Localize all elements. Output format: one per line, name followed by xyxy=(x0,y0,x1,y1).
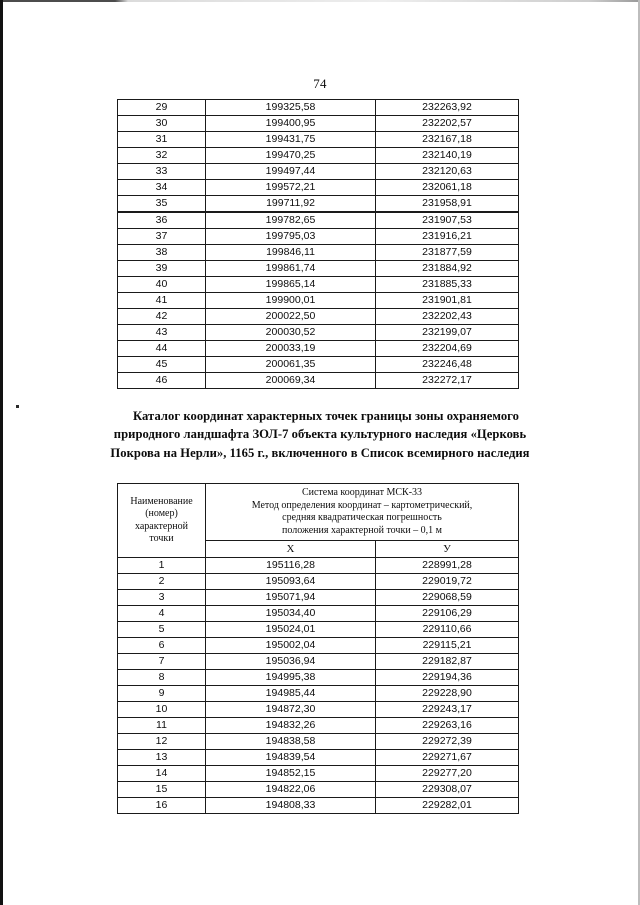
table-header-row xyxy=(118,484,519,541)
header-coord-line-3: средняя квадратическая погрешность xyxy=(282,512,442,524)
coordinate-y: 229182,87 xyxy=(376,654,519,670)
point-number: 38 xyxy=(118,245,206,261)
coordinate-y: 229110,66 xyxy=(376,622,519,638)
coordinate-y: 232120,63 xyxy=(376,164,519,180)
coordinate-y: 232202,43 xyxy=(376,309,519,325)
coordinate-y: 228991,28 xyxy=(376,558,519,574)
header-coord-line-2: Метод определения координат – картометрический, xyxy=(251,499,473,511)
coordinate-y: 229271,67 xyxy=(376,750,519,766)
coordinate-y: 231885,33 xyxy=(376,277,519,293)
point-number: 33 xyxy=(118,164,206,180)
coordinate-x: 194838,58 xyxy=(206,734,376,750)
table-row xyxy=(118,116,519,132)
table-row xyxy=(118,245,519,261)
coordinate-x: 200061,35 xyxy=(206,357,376,373)
table-body xyxy=(118,100,519,212)
coordinate-x: 194872,30 xyxy=(206,702,376,718)
table-row xyxy=(118,782,519,798)
point-number: 29 xyxy=(118,100,206,116)
page-number: 74 xyxy=(313,76,327,91)
coordinate-y: 229243,17 xyxy=(376,702,519,718)
header-coord-line-1: Система координат МСК-33 xyxy=(301,487,423,498)
table-row xyxy=(118,196,519,212)
point-number: 44 xyxy=(118,341,206,357)
coordinate-x: 195116,28 xyxy=(206,558,376,574)
point-number: 41 xyxy=(118,293,206,309)
coordinate-x: 195093,64 xyxy=(206,574,376,590)
coordinate-x: 199400,95 xyxy=(206,116,376,132)
point-number: 10 xyxy=(118,702,206,718)
table-row xyxy=(118,373,519,389)
coordinate-table-block-1 xyxy=(117,99,519,212)
coordinate-y: 232199,07 xyxy=(376,325,519,341)
table-row xyxy=(118,309,519,325)
coordinate-x: 199470,25 xyxy=(206,148,376,164)
table-row xyxy=(118,341,519,357)
coordinate-y: 229282,01 xyxy=(376,798,519,814)
coordinate-x: 200069,34 xyxy=(206,373,376,389)
table-row xyxy=(118,590,519,606)
header-point-line-2: (номер) xyxy=(145,508,178,520)
point-number: 6 xyxy=(118,638,206,654)
point-number: 14 xyxy=(118,766,206,782)
coordinate-y: 232263,92 xyxy=(376,100,519,116)
coordinate-x: 200030,52 xyxy=(206,325,376,341)
coordinate-x: 199795,03 xyxy=(206,229,376,245)
point-number: 11 xyxy=(118,718,206,734)
point-number: 5 xyxy=(118,622,206,638)
point-number: 30 xyxy=(118,116,206,132)
point-number: 12 xyxy=(118,734,206,750)
point-number: 37 xyxy=(118,229,206,245)
table-body xyxy=(118,213,519,389)
scan-edge-top xyxy=(0,0,640,2)
coordinate-x: 194839,54 xyxy=(206,750,376,766)
coordinate-y: 232246,48 xyxy=(376,357,519,373)
table-row xyxy=(118,293,519,309)
coordinate-y: 229115,21 xyxy=(376,638,519,654)
table-row xyxy=(118,766,519,782)
header-point-line-3: характерной xyxy=(135,520,188,532)
header-point-name xyxy=(118,484,206,558)
coordinate-x: 195034,40 xyxy=(206,606,376,622)
coordinate-x: 200033,19 xyxy=(206,341,376,357)
point-number: 1 xyxy=(118,558,206,574)
coordinate-y: 229272,39 xyxy=(376,734,519,750)
coordinate-x: 195002,04 xyxy=(206,638,376,654)
coordinate-x: 199431,75 xyxy=(206,132,376,148)
coordinate-y: 232204,69 xyxy=(376,341,519,357)
coordinate-x: 194822,06 xyxy=(206,782,376,798)
table-row xyxy=(118,750,519,766)
point-number: 9 xyxy=(118,686,206,702)
coordinate-x: 195024,01 xyxy=(206,622,376,638)
point-number: 34 xyxy=(118,180,206,196)
table-row xyxy=(118,638,519,654)
heading-line-1: Каталог координат характерных точек границы зоны охраняемого xyxy=(133,409,519,423)
point-number: 43 xyxy=(118,325,206,341)
header-coord-line-4: положения характерной точки – 0,1 м xyxy=(281,524,442,536)
coordinate-x: 199497,44 xyxy=(206,164,376,180)
coordinate-x: 199900,01 xyxy=(206,293,376,309)
coordinate-y: 232167,18 xyxy=(376,132,519,148)
table-row xyxy=(118,148,519,164)
coordinate-y: 229277,20 xyxy=(376,766,519,782)
coordinate-y: 231907,53 xyxy=(376,213,519,229)
table-row xyxy=(118,180,519,196)
table-body xyxy=(118,558,519,814)
scan-edge-left xyxy=(0,0,3,905)
coordinate-y: 229106,29 xyxy=(376,606,519,622)
heading-line-2: природного ландшафта ЗОЛ-7 объекта культурного наследия «Церковь xyxy=(113,427,527,442)
coordinate-y: 232202,57 xyxy=(376,116,519,132)
coordinate-y: 231877,59 xyxy=(376,245,519,261)
coordinate-y: 231901,81 xyxy=(376,293,519,309)
coordinate-x: 199782,65 xyxy=(206,213,376,229)
table-row xyxy=(118,100,519,116)
coordinate-x: 194808,33 xyxy=(206,798,376,814)
header-point-line-4: точки xyxy=(149,533,174,545)
coordinate-x: 194995,38 xyxy=(206,670,376,686)
coordinate-y: 231884,92 xyxy=(376,261,519,277)
table-row xyxy=(118,229,519,245)
header-y-column: У xyxy=(376,541,519,558)
coordinate-y: 229228,90 xyxy=(376,686,519,702)
point-number: 36 xyxy=(118,213,206,229)
point-number: 7 xyxy=(118,654,206,670)
table-row xyxy=(118,670,519,686)
coordinate-x: 194985,44 xyxy=(206,686,376,702)
table-row xyxy=(118,654,519,670)
point-number: 31 xyxy=(118,132,206,148)
point-number: 40 xyxy=(118,277,206,293)
table-row xyxy=(118,574,519,590)
table-row xyxy=(118,357,519,373)
point-number: 45 xyxy=(118,357,206,373)
coordinate-x: 199865,14 xyxy=(206,277,376,293)
header-point-line-1: Наименование xyxy=(130,495,193,507)
coordinate-y: 232272,17 xyxy=(376,373,519,389)
point-number: 2 xyxy=(118,574,206,590)
table-row xyxy=(118,132,519,148)
coordinate-x: 194832,26 xyxy=(206,718,376,734)
point-number: 13 xyxy=(118,750,206,766)
coordinate-x: 200022,50 xyxy=(206,309,376,325)
coordinate-y: 229263,16 xyxy=(376,718,519,734)
point-number: 35 xyxy=(118,196,206,212)
coordinate-y: 229019,72 xyxy=(376,574,519,590)
table-row xyxy=(118,558,519,574)
coordinate-x: 199572,21 xyxy=(206,180,376,196)
point-number: 16 xyxy=(118,798,206,814)
coordinate-y: 229308,07 xyxy=(376,782,519,798)
table-head xyxy=(118,484,519,558)
table-row xyxy=(118,261,519,277)
table-row xyxy=(118,622,519,638)
coordinate-x: 199861,74 xyxy=(206,261,376,277)
table-row xyxy=(118,277,519,293)
point-number: 42 xyxy=(118,309,206,325)
table-row xyxy=(118,702,519,718)
table-row xyxy=(118,686,519,702)
coordinate-y: 229194,36 xyxy=(376,670,519,686)
catalog-heading xyxy=(70,407,570,462)
point-number: 46 xyxy=(118,373,206,389)
coordinate-x: 194852,15 xyxy=(206,766,376,782)
scan-speck xyxy=(16,405,19,408)
table-row xyxy=(118,213,519,229)
table-row xyxy=(118,325,519,341)
point-number: 15 xyxy=(118,782,206,798)
coordinate-y: 232140,19 xyxy=(376,148,519,164)
coordinate-table-block-2 xyxy=(117,212,519,389)
coordinate-y: 229068,59 xyxy=(376,590,519,606)
coordinate-y: 232061,18 xyxy=(376,180,519,196)
coordinate-x: 199846,11 xyxy=(206,245,376,261)
header-coordinate-system xyxy=(206,484,519,541)
point-number: 32 xyxy=(118,148,206,164)
coordinate-x: 199325,58 xyxy=(206,100,376,116)
coordinate-y: 231916,21 xyxy=(376,229,519,245)
coordinate-x: 199711,92 xyxy=(206,196,376,212)
coordinate-table-zol7 xyxy=(117,483,519,814)
table-row xyxy=(118,734,519,750)
heading-line-3: Покрова на Нерли», 1165 г., включенного в Список всемирного наследия xyxy=(110,445,530,460)
table-row xyxy=(118,718,519,734)
point-number: 4 xyxy=(118,606,206,622)
table-row xyxy=(118,606,519,622)
point-number: 39 xyxy=(118,261,206,277)
point-number: 3 xyxy=(118,590,206,606)
table-row xyxy=(118,798,519,814)
coordinate-x: 195071,94 xyxy=(206,590,376,606)
header-x-column: Х xyxy=(206,541,376,558)
coordinate-x: 195036,94 xyxy=(206,654,376,670)
coordinate-y: 231958,91 xyxy=(376,196,519,212)
table-row xyxy=(118,164,519,180)
point-number: 8 xyxy=(118,670,206,686)
